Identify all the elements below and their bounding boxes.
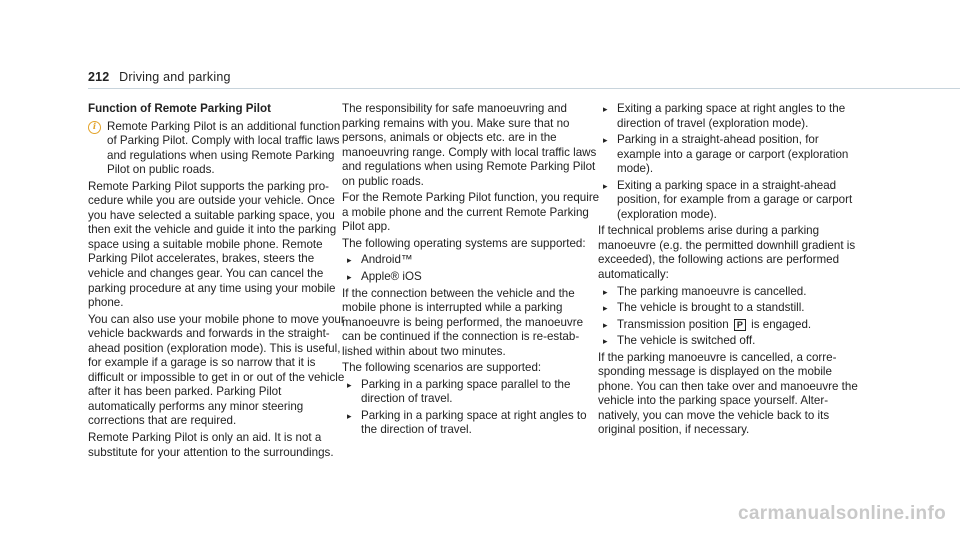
paragraph: Remote Parking Pilot is only an aid. It is not a substitute for your attention to the surroundings. — [88, 431, 334, 459]
column-3 — [598, 102, 860, 440]
paragraph: If the parking manoeuvre is cancelled, a corresponding message is displayed on the mobile phone. You can then take over and manoeuvre the vehicle into the parking space yourself. Alternatively, you can move the vehicle back to its original position, if necessary. — [598, 350, 858, 437]
list-item: ▸ Parking in a parking space parallel to the direction of travel. — [342, 378, 604, 407]
scenario-list-continued — [598, 102, 860, 222]
list-item: ▸ Parking in a straight-ahead position, for example into a garage or carport (exploration mode). — [598, 133, 860, 177]
park-position-icon: P — [734, 319, 746, 331]
scenario-list — [342, 378, 604, 438]
list-item: ▸ The vehicle is switched off. — [598, 334, 860, 349]
paragraph: If the connection between the vehicle and the mobile phone is interrupted while a parking manoeuvre is being performed, the manoeuvre can be continued if the connection is re-established within about two minutes. — [342, 286, 584, 358]
page-number: 212 — [88, 70, 110, 84]
list-item: ▸ Parking in a parking space at right angles to the direction of travel. — [342, 409, 604, 438]
section-title: Driving and parking — [119, 70, 231, 84]
list-item-text: Transmission position — [617, 317, 729, 331]
list-item: ▸ Android™ — [342, 253, 604, 268]
paragraph: Remote Parking Pilot supports the parking procedure while you are outside your vehicle. Once you have selected a suitable parking space, you then exit the vehicle and guide it into the parking space using a suitable mobile phone. Remote Parking Pilot accelerates, brakes, steers the vehicle and changes gear. You can cancel the parking procedure at any time using your mobile phone. — [88, 179, 337, 310]
page-header — [88, 70, 231, 84]
note-text: Remote Parking Pilot is an additional function of Parking Pilot. Comply with local traffic laws and regulations when using Remote Parking Pilot on public roads. — [107, 119, 341, 177]
actions-list — [598, 285, 860, 349]
section-heading: Function of Remote Parking Pilot — [88, 102, 271, 115]
paragraph: If technical problems arise during a parking manoeuvre (e.g. the permitted downhill gradient is exceeded), the following actions are performed automatically: — [598, 224, 856, 282]
list-item: ▸ Exiting a parking space at right angles to the direction of travel (exploration mode). — [598, 102, 860, 131]
os-list — [342, 253, 604, 284]
paragraph: The following operating systems are supported: — [342, 236, 586, 250]
note-paragraph — [88, 120, 350, 178]
list-item — [598, 318, 860, 333]
paragraph: The responsibility for safe manoeuvring and parking remains with you. Make sure that no persons, animals or objects etc. are in the manoeuvring range. Comply with local traffic laws and regulations when using Remote Parking Pilot on public roads. — [342, 102, 597, 188]
info-icon: i — [88, 121, 101, 134]
paragraph: For the Remote Parking Pilot function, you require a mobile phone and the current Remote Parking Pilot app. — [342, 191, 600, 234]
list-item: ▸ The parking manoeuvre is cancelled. — [598, 285, 860, 300]
list-item: ▸ The vehicle is brought to a standstill. — [598, 301, 860, 316]
list-item-text: is engaged. — [751, 317, 812, 331]
list-item: ▸ Apple® iOS — [342, 270, 604, 285]
column-2 — [342, 102, 604, 440]
list-item: ▸ Exiting a parking space in a straight-ahead position, for example from a garage or carport (exploration mode). — [598, 179, 860, 223]
paragraph: The following scenarios are supported: — [342, 361, 542, 375]
paragraph: You can also use your mobile phone to move your vehicle backwards and forwards in the straight-ahead position (exploration mode). This is useful, for example if a garage is so narrow that it is difficult or impossible to get in or out of the vehicle after it has been parked. Parking Pilot automatically performs any minor steering corrections that are required. — [88, 312, 345, 428]
watermark: carmanualsonline.info — [738, 503, 946, 524]
column-1 — [88, 102, 350, 462]
header-divider — [88, 88, 960, 89]
